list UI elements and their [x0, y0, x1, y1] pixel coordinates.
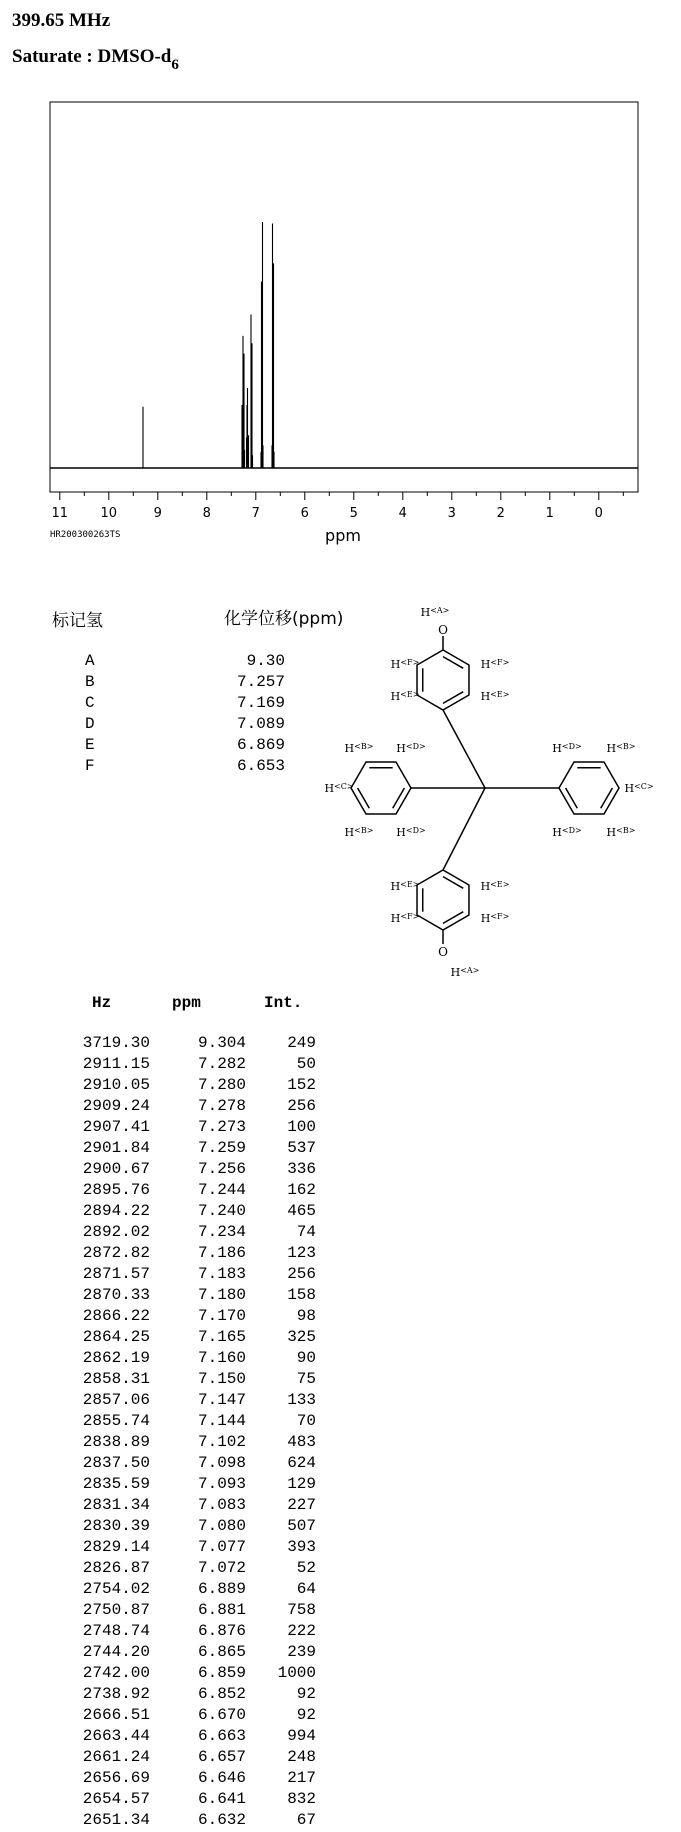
peak-hz: 2911.15 — [82, 1055, 150, 1073]
hydrogen-label: $H^{<F>}$ — [480, 658, 510, 671]
peak-int: 52 — [296, 1559, 316, 1577]
peak-int: 217 — [287, 1769, 316, 1787]
peak-ppm: 7.102 — [197, 1433, 246, 1451]
peak-hz: 2837.50 — [82, 1454, 150, 1472]
peak-int: 123 — [287, 1244, 316, 1262]
peak-row — [70, 1790, 316, 1811]
assignment-shift: 7.089 — [236, 715, 285, 733]
assignment-shift-header: 化学位移(ppm) — [224, 609, 344, 629]
hydrogen-label: $H^{<B>}$ — [606, 742, 636, 755]
x-axis-label: ppm — [325, 526, 361, 545]
x-tick-label: 6 — [300, 506, 309, 521]
peak-int: 483 — [287, 1433, 316, 1451]
peak-hz: 2862.19 — [82, 1349, 150, 1367]
peak-hz: 2654.57 — [82, 1790, 150, 1808]
peak-ppm: 7.282 — [197, 1055, 246, 1073]
x-tick-label: 8 — [202, 506, 211, 521]
peak-hz: 2651.34 — [82, 1811, 150, 1829]
peak-ppm: 7.165 — [197, 1328, 246, 1346]
peak-hz: 2754.02 — [82, 1580, 150, 1598]
hydrogen-label: $H^{<B>}$ — [606, 826, 636, 839]
right-phenyl-ring — [559, 762, 619, 814]
peak-ppm: 6.641 — [197, 1790, 246, 1808]
peak-int: 1000 — [277, 1664, 316, 1682]
hz-column-header: Hz — [92, 994, 112, 1012]
peak-ppm: 6.670 — [197, 1706, 246, 1724]
x-tick-label: 0 — [594, 506, 603, 521]
assignment-label: C — [85, 694, 95, 712]
peak-hz: 3719.30 — [82, 1034, 150, 1052]
peak-row — [70, 1622, 316, 1643]
peak-int: 758 — [287, 1601, 316, 1619]
peak-hz: 2895.76 — [82, 1181, 150, 1199]
peak-ppm: 7.144 — [197, 1412, 246, 1430]
peak-ppm: 6.632 — [197, 1811, 246, 1829]
hydrogen-label: $H^{<E>}$ — [390, 690, 420, 703]
peak-row — [70, 1559, 316, 1580]
peak-ppm: 6.852 — [197, 1685, 246, 1703]
ppm-column-header: ppm — [172, 994, 201, 1012]
peak-hz: 2838.89 — [82, 1433, 150, 1451]
peak-ppm: 6.876 — [197, 1622, 246, 1640]
peak-int: 64 — [296, 1580, 316, 1598]
peak-ppm: 6.889 — [197, 1580, 246, 1598]
peak-hz: 2738.92 — [82, 1685, 150, 1703]
spectrometer-frequency: 399.65 MHz — [12, 10, 111, 31]
peak-int: 507 — [287, 1517, 316, 1535]
peak-ppm: 7.278 — [197, 1097, 246, 1115]
peak-ppm: 7.098 — [197, 1454, 246, 1472]
int-column-header: Int. — [264, 994, 303, 1012]
peak-ppm: 7.147 — [197, 1391, 246, 1409]
oxygen-atom: O — [438, 945, 448, 959]
assignment-shift: 6.653 — [236, 757, 285, 775]
hydrogen-label: $H^{<E>}$ — [390, 880, 420, 893]
peak-ppm: 7.259 — [197, 1139, 246, 1157]
peak-hz: 2831.34 — [82, 1496, 150, 1514]
peak-row — [70, 1139, 316, 1160]
assignment-label: A — [85, 652, 95, 670]
peak-hz: 2835.59 — [82, 1475, 150, 1493]
peak-int: 158 — [287, 1286, 316, 1304]
hydrogen-label: $H^{<C>}$ — [324, 782, 354, 795]
x-tick-label: 2 — [496, 506, 505, 521]
peak-row — [70, 1601, 316, 1622]
peak-ppm: 9.304 — [197, 1034, 246, 1052]
peak-int: 336 — [287, 1160, 316, 1178]
assignment-shift: 9.30 — [246, 652, 285, 670]
central-bond-top — [443, 710, 485, 788]
peak-ppm: 6.881 — [197, 1601, 246, 1619]
peak-row — [70, 1517, 316, 1538]
assignment-shift: 7.257 — [236, 673, 285, 691]
assignment-label: D — [85, 715, 95, 733]
peak-table — [70, 1034, 316, 1832]
peak-row — [70, 1244, 316, 1265]
x-tick-label: 4 — [398, 506, 407, 521]
peak-ppm: 7.240 — [197, 1202, 246, 1220]
assignment-shift: 6.869 — [236, 736, 285, 754]
peak-row — [70, 1685, 316, 1706]
peak-int: 98 — [296, 1307, 316, 1325]
assignment-table — [85, 652, 285, 778]
peak-hz: 2870.33 — [82, 1286, 150, 1304]
peak-hz: 2901.84 — [82, 1139, 150, 1157]
peak-ppm: 7.273 — [197, 1118, 246, 1136]
double-bond — [358, 788, 370, 808]
peak-int: 50 — [296, 1055, 316, 1073]
peak-row — [70, 1643, 316, 1664]
peak-row — [70, 1265, 316, 1286]
assignment-label: E — [85, 736, 95, 754]
x-tick-label: 5 — [349, 506, 358, 521]
peak-row — [70, 1286, 316, 1307]
peak-int: 100 — [287, 1118, 316, 1136]
peak-hz: 2748.74 — [82, 1622, 150, 1640]
peak-row — [70, 1097, 316, 1118]
peak-int: 222 — [287, 1622, 316, 1640]
molecular-structure — [324, 600, 673, 980]
solvent-subscript: 6 — [171, 57, 179, 73]
peak-row — [70, 1181, 316, 1202]
solvent-line — [12, 46, 179, 74]
peak-int: 239 — [287, 1643, 316, 1661]
nmr-spectrum-chart — [0, 90, 681, 550]
peak-hz: 2666.51 — [82, 1706, 150, 1724]
peak-ppm: 7.080 — [197, 1517, 246, 1535]
peak-int: 152 — [287, 1076, 316, 1094]
peak-row — [70, 1391, 316, 1412]
hydrogen-label: $H^{<E>}$ — [480, 690, 510, 703]
peak-row — [70, 1202, 316, 1223]
peak-hz: 2661.24 — [82, 1748, 150, 1766]
peak-int: 624 — [287, 1454, 316, 1472]
hydrogen-label: $H^{<A>}$ — [420, 606, 450, 619]
peak-int: 90 — [296, 1349, 316, 1367]
peak-hz: 2855.74 — [82, 1412, 150, 1430]
peak-int: 832 — [287, 1790, 316, 1808]
peak-ppm: 7.072 — [197, 1559, 246, 1577]
peak-ppm: 7.150 — [197, 1370, 246, 1388]
x-axis-ticks — [52, 492, 624, 521]
peak-int: 465 — [287, 1202, 316, 1220]
peak-ppm: 7.083 — [197, 1496, 246, 1514]
bottom-phenol-ring — [417, 870, 469, 930]
peak-int: 74 — [296, 1223, 316, 1241]
peak-int: 994 — [287, 1727, 316, 1745]
hydrogen-label: $H^{<F>}$ — [480, 912, 510, 925]
hydrogen-label: $H^{<F>}$ — [390, 658, 420, 671]
peak-hz: 2907.41 — [82, 1118, 150, 1136]
x-tick-label: 3 — [447, 506, 456, 521]
peak-row — [70, 1475, 316, 1496]
peak-row — [70, 1538, 316, 1559]
x-tick-label: 9 — [153, 506, 162, 521]
hydrogen-label: $H^{<B>}$ — [344, 742, 374, 755]
x-tick-label: 11 — [51, 506, 69, 521]
peak-int: 133 — [287, 1391, 316, 1409]
peak-hz: 2909.24 — [82, 1097, 150, 1115]
peak-row — [70, 1307, 316, 1328]
peak-table-header — [92, 994, 322, 1016]
peak-row — [70, 1496, 316, 1517]
peak-int: 537 — [287, 1139, 316, 1157]
assignment-row — [85, 736, 285, 757]
peak-int: 393 — [287, 1538, 316, 1556]
peak-ppm: 6.865 — [197, 1643, 246, 1661]
peak-int: 248 — [287, 1748, 316, 1766]
peak-int: 92 — [296, 1706, 316, 1724]
peak-row — [70, 1034, 316, 1055]
peak-hz: 2663.44 — [82, 1727, 150, 1745]
x-tick-label: 1 — [545, 506, 554, 521]
peak-int: 249 — [287, 1034, 316, 1052]
peak-row — [70, 1076, 316, 1097]
peak-row — [70, 1370, 316, 1391]
peak-hz: 2826.87 — [82, 1559, 150, 1577]
peak-ppm: 6.859 — [197, 1664, 246, 1682]
peak-row — [70, 1055, 316, 1076]
peak-ppm: 7.244 — [197, 1181, 246, 1199]
peak-ppm: 6.657 — [197, 1748, 246, 1766]
assignment-row — [85, 694, 285, 715]
hydrogen-label: $H^{<A>}$ — [450, 966, 480, 979]
peak-hz: 2857.06 — [82, 1391, 150, 1409]
assignment-label: B — [85, 673, 95, 691]
peak-row — [70, 1433, 316, 1454]
peak-hz: 2656.69 — [82, 1769, 150, 1787]
peak-int: 256 — [287, 1265, 316, 1283]
peak-hz: 2866.22 — [82, 1307, 150, 1325]
peak-ppm: 7.183 — [197, 1265, 246, 1283]
x-tick-label: 7 — [251, 506, 260, 521]
peak-hz: 2858.31 — [82, 1370, 150, 1388]
peak-int: 325 — [287, 1328, 316, 1346]
peak-hz: 2742.00 — [82, 1664, 150, 1682]
hydrogen-label: $H^{<F>}$ — [390, 912, 420, 925]
peak-ppm: 7.160 — [197, 1349, 246, 1367]
peak-row — [70, 1328, 316, 1349]
double-bond — [443, 912, 463, 924]
double-bond — [443, 877, 463, 889]
peak-int: 92 — [296, 1685, 316, 1703]
assignment-label: F — [85, 757, 95, 775]
peak-int: 70 — [296, 1412, 316, 1430]
peak-hz: 2750.87 — [82, 1601, 150, 1619]
left-phenyl-ring — [351, 762, 411, 814]
peak-row — [70, 1160, 316, 1181]
peak-ppm: 6.663 — [197, 1727, 246, 1745]
peak-ppm: 7.180 — [197, 1286, 246, 1304]
hydrogen-label: $H^{<B>}$ — [344, 826, 374, 839]
hydrogen-label: $H^{<D>}$ — [552, 826, 582, 839]
peak-int: 256 — [287, 1097, 316, 1115]
peak-hz: 2830.39 — [82, 1517, 150, 1535]
peak-row — [70, 1748, 316, 1769]
peak-ppm: 7.170 — [197, 1307, 246, 1325]
peak-row — [70, 1706, 316, 1727]
peak-ppm: 7.234 — [197, 1223, 246, 1241]
assignment-label-header: 标记氢 — [52, 611, 103, 631]
peak-hz: 2829.14 — [82, 1538, 150, 1556]
peak-hz: 2892.02 — [82, 1223, 150, 1241]
peak-row — [70, 1811, 316, 1832]
x-tick-label: 10 — [100, 506, 118, 521]
peak-ppm: 7.077 — [197, 1538, 246, 1556]
peak-int: 162 — [287, 1181, 316, 1199]
peak-hz: 2864.25 — [82, 1328, 150, 1346]
peak-row — [70, 1349, 316, 1370]
hydrogen-label: $H^{<D>}$ — [396, 742, 426, 755]
peak-row — [70, 1223, 316, 1244]
assignment-row — [85, 673, 285, 694]
peak-row — [70, 1412, 316, 1433]
peak-hz: 2894.22 — [82, 1202, 150, 1220]
peak-int: 75 — [296, 1370, 316, 1388]
double-bond — [443, 657, 463, 669]
peak-hz: 2910.05 — [82, 1076, 150, 1094]
peak-hz: 2744.20 — [82, 1643, 150, 1661]
peak-row — [70, 1664, 316, 1685]
assignment-row — [85, 652, 285, 673]
spectrum-trace — [50, 222, 638, 468]
central-bond-bottom — [443, 788, 485, 870]
double-bond — [443, 692, 463, 704]
peak-ppm: 6.646 — [197, 1769, 246, 1787]
solvent-text: Saturate : DMSO-d — [12, 46, 172, 67]
peak-int: 129 — [287, 1475, 316, 1493]
sample-code: HR200300263TS — [50, 530, 121, 540]
peak-ppm: 7.186 — [197, 1244, 246, 1262]
peak-ppm: 7.280 — [197, 1076, 246, 1094]
top-phenol-ring — [417, 650, 469, 710]
peak-int: 227 — [287, 1496, 316, 1514]
peak-row — [70, 1454, 316, 1475]
peak-ppm: 7.256 — [197, 1160, 246, 1178]
peak-ppm: 7.093 — [197, 1475, 246, 1493]
peak-hz: 2872.82 — [82, 1244, 150, 1262]
peak-int: 67 — [296, 1811, 316, 1829]
hydrogen-label: $H^{<D>}$ — [552, 742, 582, 755]
peak-row — [70, 1580, 316, 1601]
hydrogen-label: $H^{<D>}$ — [396, 826, 426, 839]
double-bond — [566, 788, 578, 808]
peak-hz: 2900.67 — [82, 1160, 150, 1178]
double-bond — [393, 788, 405, 808]
oxygen-atom: O — [438, 623, 448, 637]
hydrogen-label: $H^{<E>}$ — [480, 880, 510, 893]
assignment-shift: 7.169 — [236, 694, 285, 712]
peak-row — [70, 1769, 316, 1790]
assignment-row — [85, 715, 285, 736]
peak-row — [70, 1118, 316, 1139]
plot-frame — [50, 102, 638, 492]
assignment-row — [85, 757, 285, 778]
double-bond — [601, 788, 613, 808]
peak-hz: 2871.57 — [82, 1265, 150, 1283]
peak-row — [70, 1727, 316, 1748]
hydrogen-label: $H^{<C>}$ — [624, 782, 654, 795]
